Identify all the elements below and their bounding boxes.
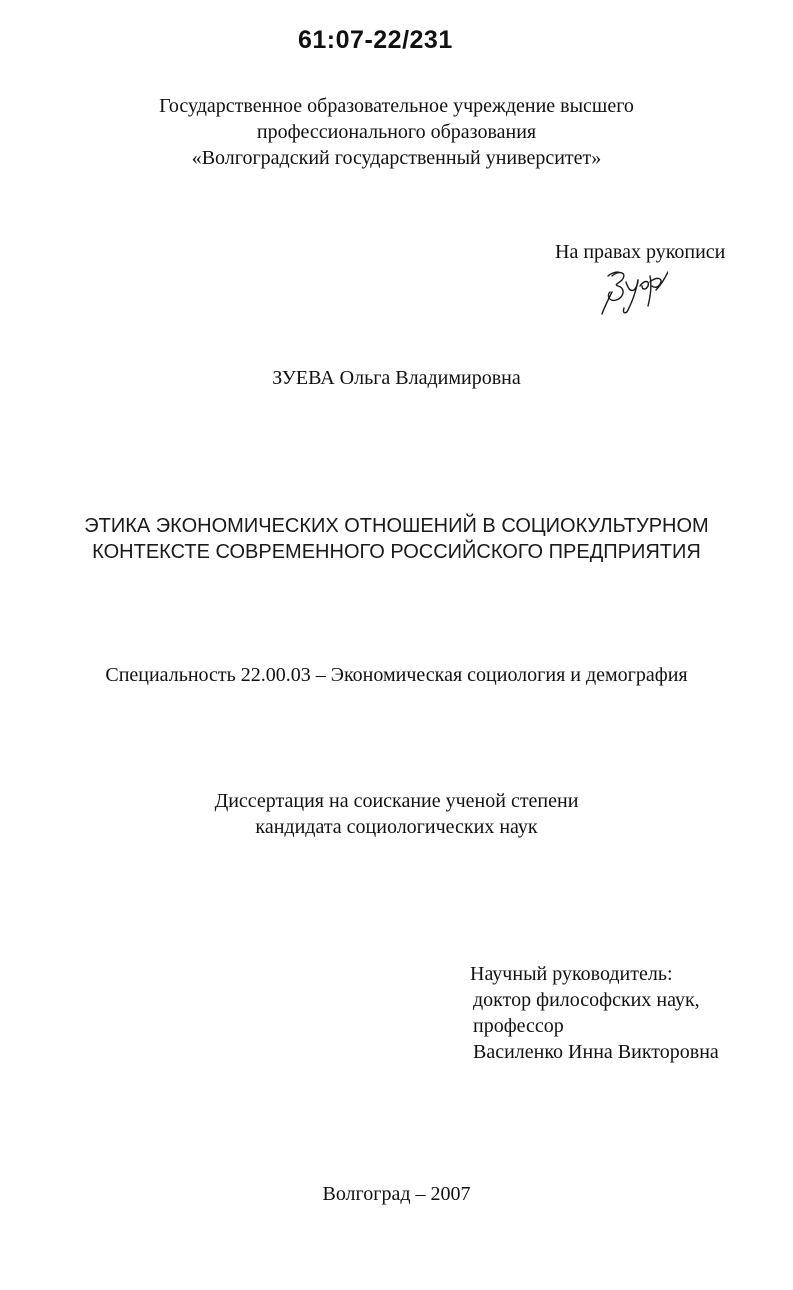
title-line-2: КОНТЕКСТЕ СОВРЕМЕННОГО РОССИЙСКОГО ПРЕДПРИЯТИЯ (92, 541, 701, 563)
degree-line-1: Диссертация на соискание ученой степени (214, 790, 579, 812)
dissertation-title (0, 513, 793, 565)
supervisor-label: Научный руководитель: (470, 963, 673, 985)
degree-line-2: кандидата социологических наук (255, 816, 538, 838)
place-and-year: Волгоград – 2007 (322, 1183, 471, 1205)
institution-line-3: «Волгоградский государственный университет» (191, 147, 602, 169)
specialty: Специальность 22.00.03 – Экономическая социология и демография (105, 664, 688, 686)
scientific-supervisor (470, 961, 719, 1065)
supervisor-degree: доктор философских наук, (473, 989, 700, 1011)
institution-line-2: профессионального образования (256, 121, 537, 143)
supervisor-name: Василенко Инна Викторовна (473, 1041, 719, 1063)
author-name: ЗУЕВА Ольга Владимировна (272, 367, 521, 389)
degree-statement (0, 788, 793, 840)
handwritten-signature (598, 266, 668, 316)
catalog-code: 61:07-22/231 (298, 26, 453, 54)
institution-name (0, 93, 793, 171)
manuscript-rights-note: На правах рукописи (555, 241, 726, 263)
title-line-1: ЭТИКА ЭКОНОМИЧЕСКИХ ОТНОШЕНИЙ В СОЦИОКУЛЬТУРНОМ (84, 515, 709, 537)
supervisor-rank: профессор (473, 1015, 564, 1037)
institution-line-1: Государственное образовательное учреждение высшего (159, 95, 634, 117)
